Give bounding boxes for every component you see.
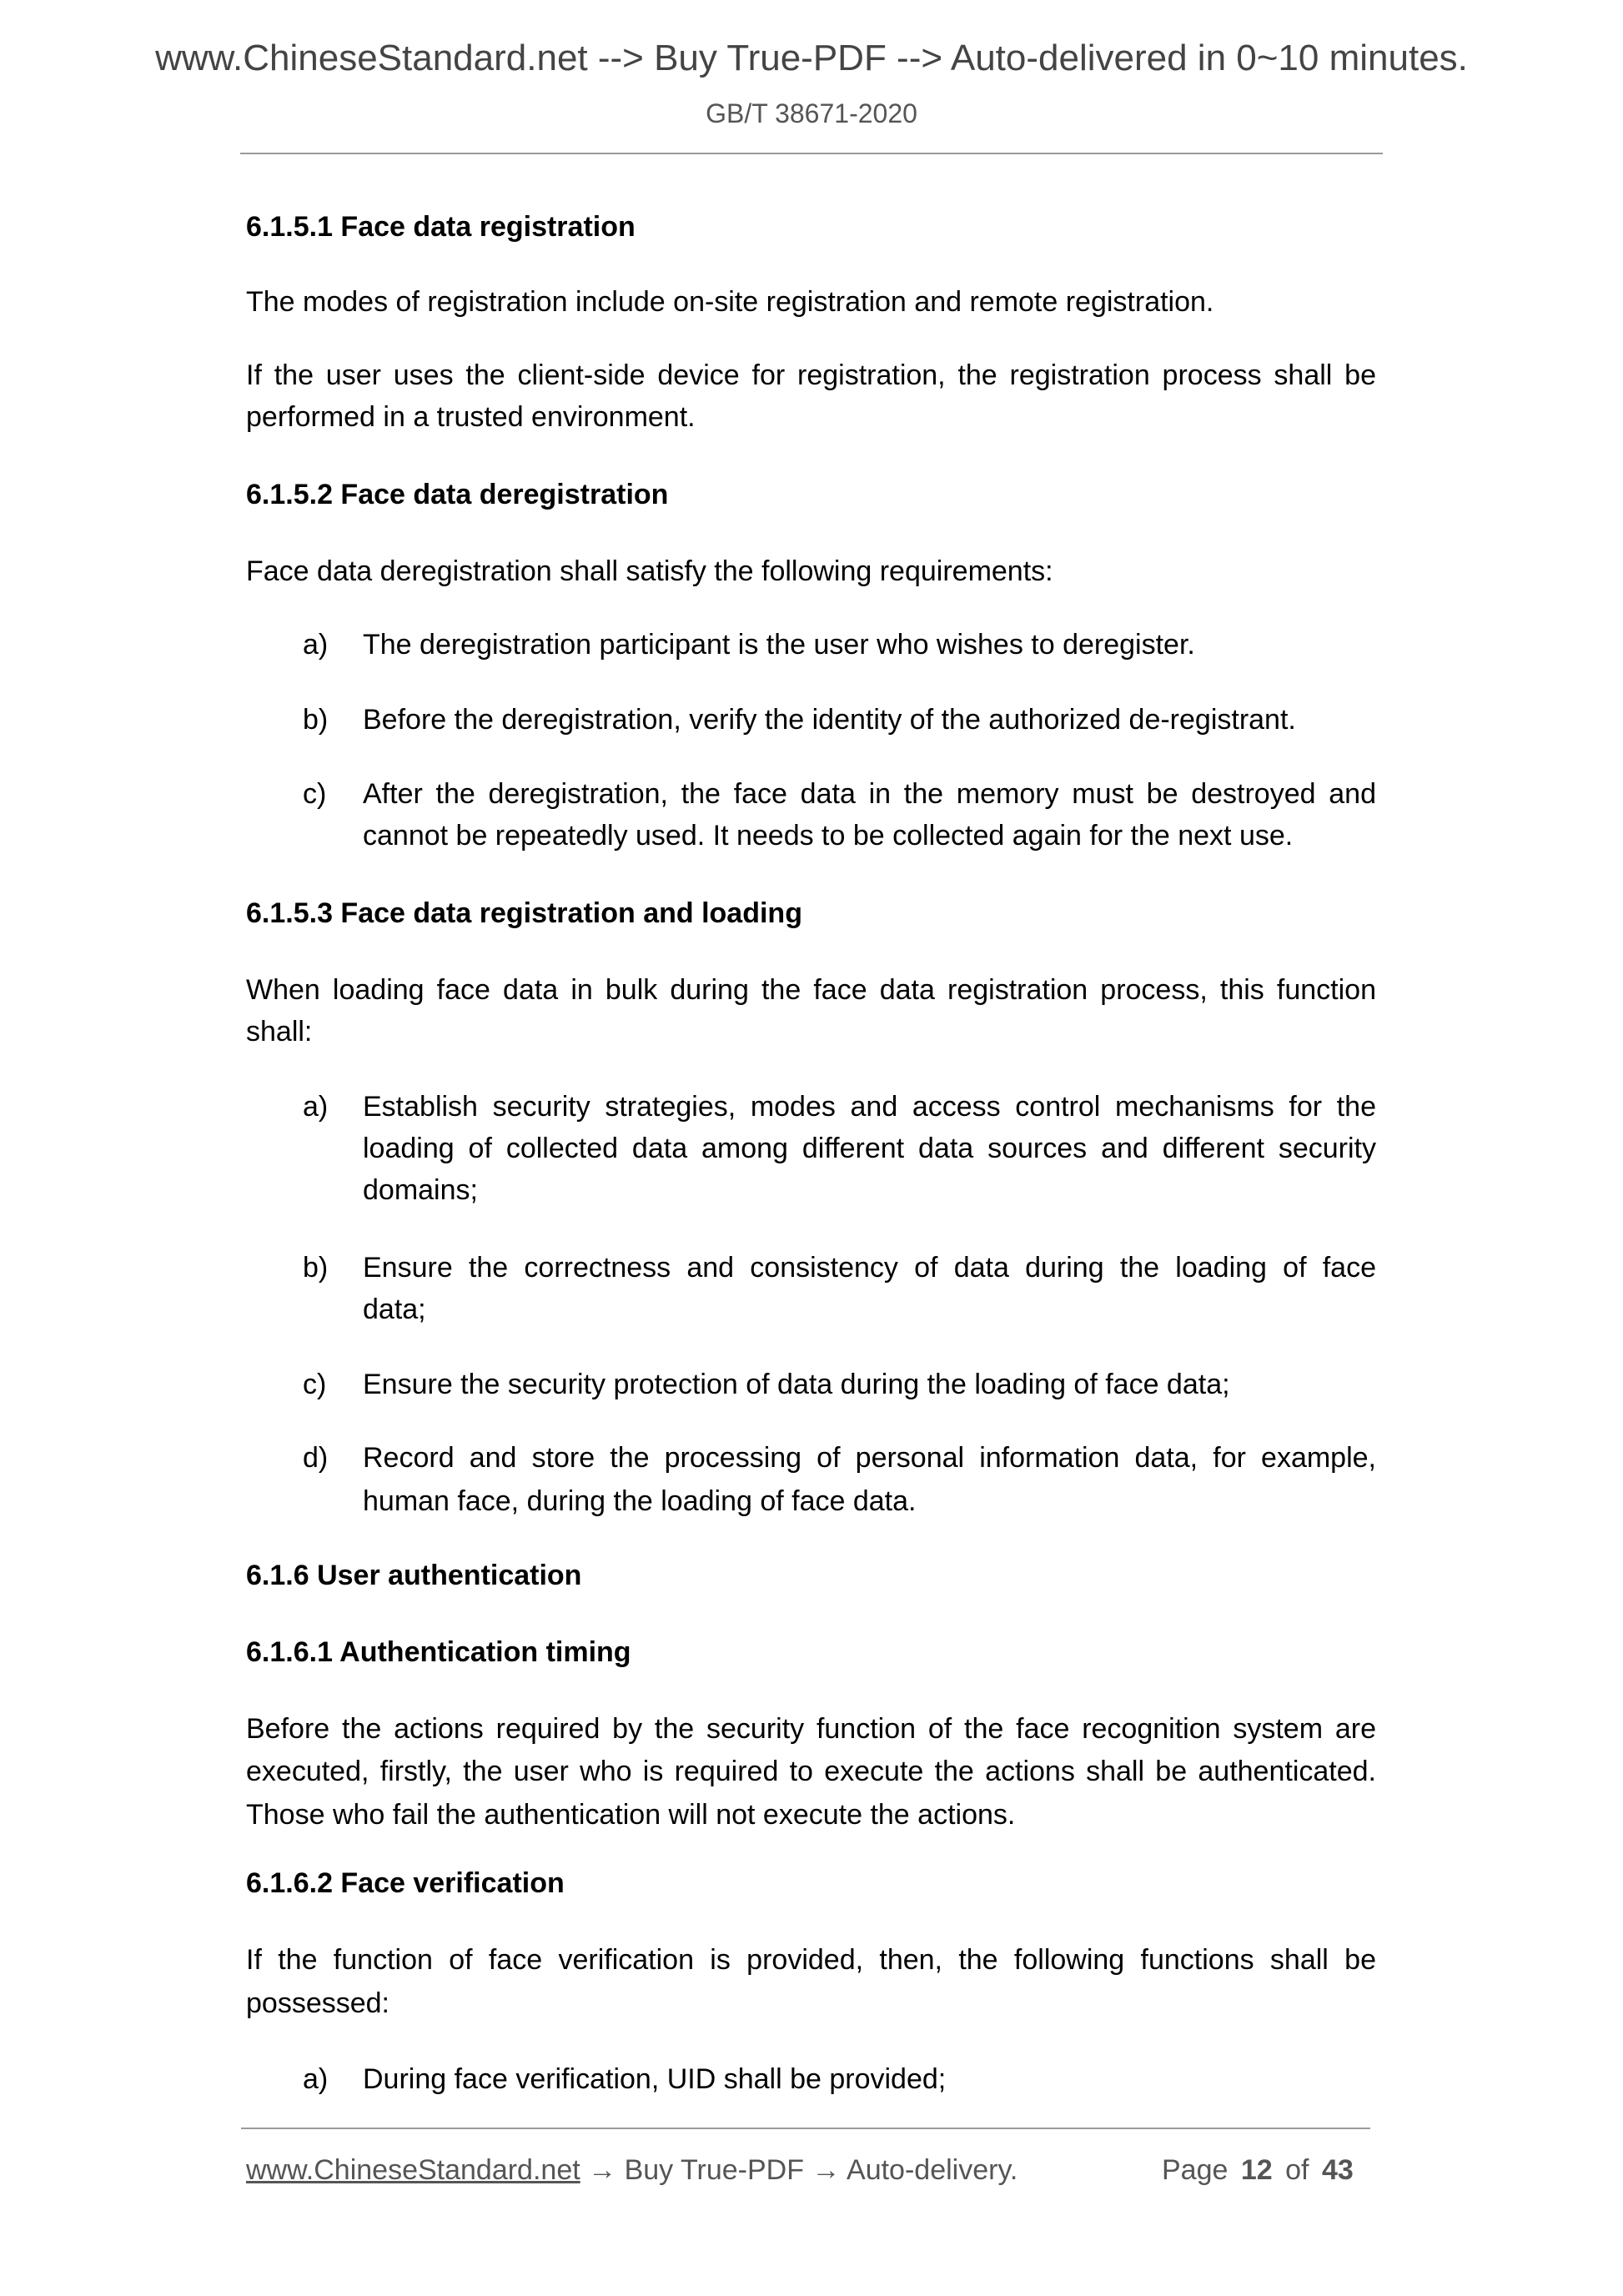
paragraph-line: shall: xyxy=(246,1016,313,1048)
list-item-text: cannot be repeatedly used. It needs to be collected again for the next use. xyxy=(363,820,1294,852)
list-item-label: b) xyxy=(303,1252,329,1284)
list-item-text: Ensure the security protection of data during the loading of face data; xyxy=(363,1369,1230,1400)
page-total: 43 xyxy=(1321,2154,1354,2186)
list-item-text: Ensure the correctness and consistency of data during the loading of face xyxy=(363,1252,1376,1284)
list-item-label: d) xyxy=(303,1442,329,1474)
list-item-text: loading of collected data among different data sources and different security xyxy=(363,1133,1376,1164)
footer-divider xyxy=(241,2128,1370,2129)
list-item-text: During face verification, UID shall be provided; xyxy=(363,2063,947,2095)
paragraph-line: possessed: xyxy=(246,1987,389,2019)
footer-buy-text: Buy True-PDF xyxy=(624,2154,804,2186)
list-item-text: Establish security strategies, modes and access control mechanisms for the xyxy=(363,1091,1376,1123)
list-item-label: a) xyxy=(303,1091,329,1123)
paragraph-line: executed, firstly, the user who is required to execute the actions shall be authenticated. xyxy=(246,1756,1376,1787)
paragraph-line: Those who fail the authentication will not execute the actions. xyxy=(246,1799,1016,1831)
list-item-label: b) xyxy=(303,704,329,736)
paragraph-line: performed in a trusted environment. xyxy=(246,401,696,433)
paragraph-line: If the function of face verification is provided, then, the following functions shall be xyxy=(246,1944,1376,1976)
footer-delivery-text: Auto-delivery. xyxy=(847,2154,1018,2186)
of-word: of xyxy=(1285,2154,1309,2186)
arrow-right-icon: → xyxy=(588,2154,617,2186)
list-item-label: c) xyxy=(303,778,327,810)
list-item-text: data; xyxy=(363,1294,426,1325)
list-item-text: After the deregistration, the face data in the memory must be destroyed and xyxy=(363,778,1376,810)
paragraph: Face data deregistration shall satisfy the following requirements: xyxy=(246,555,1053,587)
list-item-text: domains; xyxy=(363,1174,478,1206)
section-heading-6153: 6.1.5.3 Face data registration and loading xyxy=(246,897,802,929)
paragraph-line: If the user uses the client-side device for registration, the registration process shall be xyxy=(246,359,1376,391)
section-heading-616: 6.1.6 User authentication xyxy=(246,1560,582,1591)
header-banner: www.ChineseStandard.net --> Buy True-PDF --> Auto-delivered in 0~10 minutes. xyxy=(155,38,1468,78)
paragraph-line: When loading face data in bulk during the face data registration process, this function xyxy=(246,974,1376,1006)
footer-site-link[interactable]: www.ChineseStandard.net xyxy=(246,2154,580,2186)
header-divider xyxy=(240,153,1383,154)
list-item-text: Before the deregistration, verify the identity of the authorized de-registrant. xyxy=(363,704,1296,736)
paragraph-line: Before the actions required by the security function of the face recognition system are xyxy=(246,1713,1376,1745)
section-heading-6151: 6.1.5.1 Face data registration xyxy=(246,211,636,243)
list-item-text: human face, during the loading of face data. xyxy=(363,1485,917,1517)
page-indicator xyxy=(1162,2153,1354,2187)
list-item-label: a) xyxy=(303,629,329,661)
list-item-label: c) xyxy=(303,1369,327,1400)
section-heading-6161: 6.1.6.1 Authentication timing xyxy=(246,1636,631,1668)
standard-code: GB/T 38671-2020 xyxy=(706,98,917,128)
section-heading-6162: 6.1.6.2 Face verification xyxy=(246,1867,565,1899)
page-word: Page xyxy=(1162,2154,1229,2186)
list-item-label: a) xyxy=(303,2063,329,2095)
list-item-text: The deregistration participant is the user who wishes to deregister. xyxy=(363,629,1195,661)
paragraph: The modes of registration include on-site registration and remote registration. xyxy=(246,286,1214,318)
page-current: 12 xyxy=(1240,2154,1273,2186)
arrow-right-icon: → xyxy=(812,2154,841,2186)
section-heading-6152: 6.1.5.2 Face data deregistration xyxy=(246,479,669,510)
list-item-text: Record and store the processing of personal information data, for example, xyxy=(363,1442,1376,1474)
footer-promo xyxy=(246,2153,1018,2187)
